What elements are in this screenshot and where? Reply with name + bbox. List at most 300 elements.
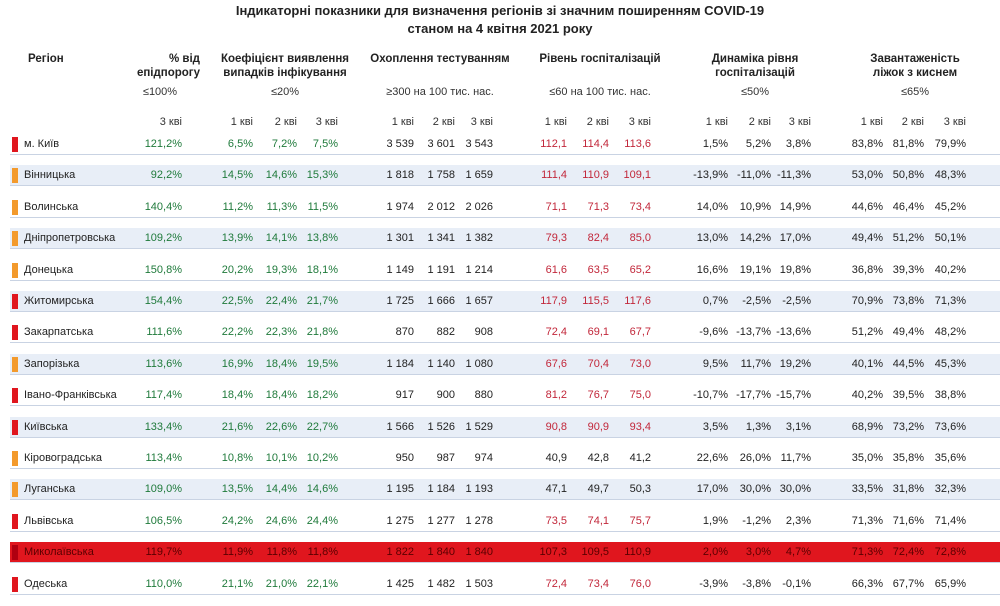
test-value-1: 1 184 xyxy=(386,358,414,370)
zone-marker xyxy=(12,545,18,560)
zone-marker xyxy=(12,388,18,403)
test-value-1: 917 xyxy=(395,389,414,401)
coef-value-2: 14,4% xyxy=(265,483,297,495)
dyn-value-2: -3,8% xyxy=(742,578,771,590)
dyn-value-1: 22,6% xyxy=(696,452,728,464)
oxy-value-3: 48,3% xyxy=(934,169,966,181)
dyn-value-1: 0,7% xyxy=(702,295,728,307)
test-value-3: 1 503 xyxy=(465,578,493,590)
oxy-value-1: 40,2% xyxy=(851,389,883,401)
dyn-value-3: 30,0% xyxy=(779,483,811,495)
region-name: Вінницька xyxy=(24,169,76,181)
table-row xyxy=(10,511,1000,532)
dyn-value-3: -15,7% xyxy=(776,389,811,401)
test-value-2: 1 341 xyxy=(427,232,455,244)
oxy-value-1: 71,3% xyxy=(851,546,883,558)
hosp-value-2: 110,9 xyxy=(582,169,609,181)
dyn-value-3: 17,0% xyxy=(779,232,811,244)
zone-marker xyxy=(12,263,18,278)
header-oxy xyxy=(850,52,980,80)
coef-value-3: 11,8% xyxy=(307,546,338,558)
epid-value: 113,4% xyxy=(145,452,182,464)
zone-marker xyxy=(12,200,18,215)
oxy-value-2: 49,4% xyxy=(892,326,924,338)
dyn-value-2: -17,7% xyxy=(736,389,771,401)
coef-value-1: 16,9% xyxy=(221,358,253,370)
test-value-3: 1 382 xyxy=(465,232,493,244)
oxy-value-3: 45,2% xyxy=(934,201,966,213)
oxy-value-1: 83,8% xyxy=(851,138,883,150)
coef-value-3: 21,7% xyxy=(306,295,338,307)
hosp-value-1: 67,6 xyxy=(545,358,567,370)
coef-value-1: 21,1% xyxy=(221,578,253,590)
coef-value-2: 21,0% xyxy=(265,578,297,590)
week-header-epid: 3 кві xyxy=(159,116,182,128)
dyn-value-3: -13,6% xyxy=(776,326,811,338)
test-value-3: 1 659 xyxy=(465,169,493,181)
hosp-value-2: 90,9 xyxy=(587,421,609,433)
coef-value-2: 10,1% xyxy=(265,452,297,464)
coef-value-2: 22,4% xyxy=(265,295,297,307)
threshold-coef: ≤20% xyxy=(270,86,300,98)
test-value-1: 1 974 xyxy=(386,201,414,213)
dyn-value-2: 30,0% xyxy=(739,483,771,495)
hosp-value-2: 49,7 xyxy=(587,483,609,495)
epid-value: 113,6% xyxy=(145,358,182,370)
hosp-value-2: 74,1 xyxy=(587,515,609,527)
test-value-3: 908 xyxy=(474,326,493,338)
zone-marker xyxy=(12,577,18,592)
coef-value-2: 19,3% xyxy=(265,264,297,276)
region-name: Житомирська xyxy=(24,295,94,307)
oxy-value-2: 50,8% xyxy=(892,169,924,181)
table-row xyxy=(10,417,1000,438)
oxy-value-3: 65,9% xyxy=(934,578,966,590)
region-name: Миколаївська xyxy=(24,546,94,558)
test-value-3: 1 193 xyxy=(465,483,493,495)
dyn-value-3: -2,5% xyxy=(782,295,811,307)
hosp-value-2: 70,4 xyxy=(587,358,609,370)
oxy-value-3: 38,8% xyxy=(934,389,966,401)
epid-value: 109,0% xyxy=(144,483,182,495)
hosp-value-3: 75,7 xyxy=(629,515,651,527)
coef-value-1: 14,5% xyxy=(221,169,253,181)
dyn-value-2: 19,1% xyxy=(739,264,771,276)
header-coef xyxy=(210,52,360,80)
hosp-value-1: 47,1 xyxy=(545,483,567,495)
dyn-value-2: 14,2% xyxy=(739,232,771,244)
coef-value-1: 11,9% xyxy=(222,546,253,558)
dyn-value-3: 3,1% xyxy=(785,421,811,433)
dyn-value-2: 3,0% xyxy=(745,546,771,558)
header-dyn-line2: госпіталізацій xyxy=(715,67,795,79)
hosp-value-3: 117,6 xyxy=(624,295,651,307)
region-name: Волинська xyxy=(24,201,79,213)
hosp-value-2: 71,3 xyxy=(587,201,609,213)
test-value-2: 1 277 xyxy=(427,515,455,527)
week-header-oxy-1: 1 кві xyxy=(860,116,883,128)
dyn-value-3: 14,9% xyxy=(779,201,811,213)
test-value-3: 1 080 xyxy=(465,358,493,370)
oxy-value-2: 46,4% xyxy=(892,201,924,213)
oxy-value-1: 40,1% xyxy=(851,358,883,370)
header-oxy-line2: ліжок з киснем xyxy=(872,67,958,79)
oxy-value-1: 49,4% xyxy=(851,232,883,244)
header-dyn xyxy=(690,52,820,80)
test-value-2: 1 666 xyxy=(427,295,455,307)
hosp-value-3: 85,0 xyxy=(629,232,651,244)
region-name: Одеська xyxy=(24,578,68,590)
table-row xyxy=(10,197,1000,218)
test-value-3: 3 543 xyxy=(465,138,493,150)
hosp-value-1: 71,1 xyxy=(545,201,567,213)
table-row xyxy=(10,260,1000,281)
hosp-value-1: 72,4 xyxy=(545,578,567,590)
threshold-hosp: ≤60 на 100 тис. нас. xyxy=(549,86,651,98)
test-value-3: 1 529 xyxy=(465,421,493,433)
oxy-value-2: 35,8% xyxy=(892,452,924,464)
oxy-value-3: 35,6% xyxy=(934,452,966,464)
test-value-2: 1 184 xyxy=(427,483,455,495)
hosp-value-2: 115,5 xyxy=(582,295,609,307)
dyn-value-3: -0,1% xyxy=(782,578,811,590)
epid-value: 109,2% xyxy=(144,232,182,244)
test-value-2: 1 140 xyxy=(427,358,455,370)
test-value-2: 987 xyxy=(436,452,455,464)
test-value-2: 2 012 xyxy=(427,201,455,213)
header-hosp: Рівень госпіталізацій xyxy=(539,53,661,65)
test-value-1: 1 822 xyxy=(386,546,414,558)
header-epid xyxy=(120,52,200,80)
epid-value: 110,0% xyxy=(145,578,182,590)
week-header-test-3: 3 кві xyxy=(470,116,493,128)
zone-marker xyxy=(12,325,18,340)
hosp-value-1: 117,9 xyxy=(540,295,567,307)
dyn-value-2: 10,9% xyxy=(739,201,771,213)
coef-value-1: 13,5% xyxy=(221,483,253,495)
dyn-value-2: -2,5% xyxy=(742,295,771,307)
hosp-value-3: 50,3 xyxy=(629,483,651,495)
test-value-2: 1 191 xyxy=(427,264,455,276)
table-row xyxy=(10,228,1000,249)
hosp-value-3: 113,6 xyxy=(624,138,651,150)
dyn-value-2: 26,0% xyxy=(739,452,771,464)
table-row xyxy=(10,574,1000,595)
test-value-1: 1 149 xyxy=(386,264,414,276)
dyn-value-2: -13,7% xyxy=(736,326,771,338)
week-header-test-2: 2 кві xyxy=(432,116,455,128)
oxy-value-2: 71,6% xyxy=(892,515,924,527)
table-row xyxy=(10,322,1000,343)
coef-value-3: 22,1% xyxy=(306,578,338,590)
test-value-1: 950 xyxy=(395,452,414,464)
test-value-3: 880 xyxy=(474,389,493,401)
threshold-oxy: ≤65% xyxy=(900,86,930,98)
coef-value-1: 24,2% xyxy=(221,515,253,527)
hosp-value-1: 111,4 xyxy=(541,169,567,181)
test-value-1: 1 566 xyxy=(386,421,414,433)
coef-value-2: 14,6% xyxy=(265,169,297,181)
hosp-value-2: 42,8 xyxy=(587,452,609,464)
epid-value: 121,2% xyxy=(144,138,182,150)
table-row xyxy=(10,448,1000,469)
region-name: Донецька xyxy=(24,264,74,276)
test-value-2: 1 526 xyxy=(427,421,455,433)
zone-marker xyxy=(12,137,18,152)
dyn-value-1: 2,0% xyxy=(702,546,728,558)
week-header-coef-3: 3 кві xyxy=(315,116,338,128)
table-row xyxy=(10,134,1000,155)
dyn-value-2: -11,0% xyxy=(736,169,771,181)
oxy-value-2: 39,5% xyxy=(892,389,924,401)
hosp-value-3: 73,0 xyxy=(629,358,651,370)
header-oxy-line1: Завантаженість xyxy=(870,53,960,65)
test-value-2: 1 482 xyxy=(427,578,455,590)
coef-value-2: 24,6% xyxy=(265,515,297,527)
coef-value-3: 21,8% xyxy=(306,326,338,338)
oxy-value-3: 73,6% xyxy=(934,421,966,433)
epid-value: 119,7% xyxy=(145,546,182,558)
dyn-value-1: -3,9% xyxy=(699,578,728,590)
dyn-value-3: 2,3% xyxy=(785,515,811,527)
hosp-value-2: 109,5 xyxy=(581,546,609,558)
dyn-value-3: 11,7% xyxy=(780,452,811,464)
hosp-value-3: 67,7 xyxy=(629,326,651,338)
coef-value-2: 22,6% xyxy=(265,421,297,433)
table-row xyxy=(10,385,1000,406)
dyn-value-1: 16,6% xyxy=(696,264,728,276)
week-header-coef-1: 1 кві xyxy=(230,116,253,128)
dyn-value-2: -1,2% xyxy=(742,515,771,527)
oxy-value-1: 35,0% xyxy=(851,452,883,464)
region-name: м. Київ xyxy=(24,138,60,150)
test-value-1: 870 xyxy=(395,326,414,338)
test-value-1: 1 301 xyxy=(386,232,414,244)
coef-value-3: 22,7% xyxy=(306,421,338,433)
oxy-value-3: 71,4% xyxy=(934,515,966,527)
dyn-value-1: 14,0% xyxy=(696,201,728,213)
header-epid-line2: епідпорогу xyxy=(136,67,200,79)
epid-value: 92,2% xyxy=(150,169,182,181)
oxy-value-1: 66,3% xyxy=(851,578,883,590)
dyn-value-1: 13,0% xyxy=(696,232,728,244)
oxy-value-2: 39,3% xyxy=(892,264,924,276)
table-row xyxy=(10,479,1000,500)
hosp-value-2: 63,5 xyxy=(587,264,609,276)
week-header-dyn-3: 3 кві xyxy=(788,116,811,128)
dyn-value-2: 1,3% xyxy=(745,421,771,433)
coef-value-2: 18,4% xyxy=(265,358,297,370)
week-header-coef-2: 2 кві xyxy=(274,116,297,128)
test-value-2: 3 601 xyxy=(427,138,455,150)
oxy-value-3: 72,8% xyxy=(934,546,966,558)
dyn-value-1: 3,5% xyxy=(702,421,728,433)
test-value-3: 1 278 xyxy=(465,515,493,527)
region-name: Дніпропетровська xyxy=(24,232,116,244)
epid-value: 133,4% xyxy=(144,421,182,433)
dyn-value-3: 19,8% xyxy=(779,264,811,276)
table-row xyxy=(10,291,1000,312)
coef-value-2: 11,3% xyxy=(266,201,297,213)
test-value-1: 3 539 xyxy=(386,138,414,150)
coef-value-1: 21,6% xyxy=(221,421,253,433)
week-header-test-1: 1 кві xyxy=(391,116,414,128)
hosp-value-3: 41,2 xyxy=(629,452,651,464)
coef-value-1: 11,2% xyxy=(222,201,253,213)
coef-value-2: 14,1% xyxy=(265,232,297,244)
dyn-value-2: 11,7% xyxy=(740,358,771,370)
coef-value-1: 22,2% xyxy=(221,326,253,338)
hosp-value-1: 81,2 xyxy=(545,389,567,401)
week-header-oxy-3: 3 кві xyxy=(943,116,966,128)
zone-marker xyxy=(12,451,18,466)
test-value-1: 1 818 xyxy=(386,169,414,181)
zone-marker xyxy=(12,168,18,183)
coef-value-1: 13,9% xyxy=(221,232,253,244)
test-value-1: 1 275 xyxy=(386,515,414,527)
dyn-value-1: -10,7% xyxy=(693,389,728,401)
test-value-2: 882 xyxy=(436,326,455,338)
coef-value-3: 11,5% xyxy=(307,201,338,213)
region-name: Кіровоградська xyxy=(24,452,102,464)
oxy-value-1: 33,5% xyxy=(851,483,883,495)
test-value-3: 2 026 xyxy=(465,201,493,213)
hosp-value-3: 93,4 xyxy=(629,421,651,433)
zone-marker xyxy=(12,482,18,497)
header-test: Охоплення тестуванням xyxy=(370,53,510,65)
region-name: Луганська xyxy=(24,483,76,495)
test-value-3: 1 214 xyxy=(465,264,493,276)
coef-value-1: 10,8% xyxy=(221,452,253,464)
test-value-2: 900 xyxy=(436,389,455,401)
epid-value: 117,4% xyxy=(145,389,182,401)
test-value-1: 1 195 xyxy=(386,483,414,495)
header-coef-line1: Коефіцієнт виявлення xyxy=(220,53,349,65)
test-value-3: 974 xyxy=(474,452,493,464)
dyn-value-1: 17,0% xyxy=(696,483,728,495)
week-header-hosp-1: 1 кві xyxy=(544,116,567,128)
hosp-value-1: 72,4 xyxy=(545,326,567,338)
oxy-value-1: 71,3% xyxy=(851,515,883,527)
hosp-value-3: 76,0 xyxy=(629,578,651,590)
oxy-value-1: 53,0% xyxy=(851,169,883,181)
oxy-value-2: 73,8% xyxy=(892,295,924,307)
coef-value-3: 18,1% xyxy=(306,264,338,276)
dyn-value-1: -13,9% xyxy=(693,169,728,181)
hosp-value-3: 109,1 xyxy=(623,169,651,181)
oxy-value-1: 68,9% xyxy=(851,421,883,433)
hosp-value-2: 76,7 xyxy=(587,389,609,401)
coef-value-3: 10,2% xyxy=(306,452,338,464)
coef-value-1: 20,2% xyxy=(221,264,253,276)
oxy-value-2: 31,8% xyxy=(892,483,924,495)
week-header-oxy-2: 2 кві xyxy=(901,116,924,128)
coef-value-1: 18,4% xyxy=(221,389,253,401)
epid-value: 106,5% xyxy=(144,515,182,527)
coef-value-3: 24,4% xyxy=(306,515,338,527)
dyn-value-1: -9,6% xyxy=(699,326,728,338)
test-value-1: 1 425 xyxy=(386,578,414,590)
oxy-value-3: 50,1% xyxy=(934,232,966,244)
region-name: Львівська xyxy=(24,515,74,527)
table-row xyxy=(10,165,1000,186)
week-header-hosp-3: 3 кві xyxy=(628,116,651,128)
coef-value-2: 22,3% xyxy=(265,326,297,338)
header-region: Регіон xyxy=(28,53,64,65)
table-row xyxy=(10,354,1000,375)
hosp-value-2: 82,4 xyxy=(587,232,609,244)
dyn-value-2: 5,2% xyxy=(745,138,771,150)
oxy-value-3: 45,3% xyxy=(934,358,966,370)
oxy-value-3: 71,3% xyxy=(934,295,966,307)
zone-marker xyxy=(12,420,18,435)
dyn-value-3: 19,2% xyxy=(779,358,811,370)
coef-value-3: 18,2% xyxy=(306,389,338,401)
hosp-value-1: 79,3 xyxy=(545,232,567,244)
title-line-1: Індикаторні показники для визначення регіонів зі значним поширенням COVID-19 xyxy=(235,3,765,18)
oxy-value-1: 70,9% xyxy=(851,295,883,307)
table-title xyxy=(0,2,1000,38)
oxy-value-3: 40,2% xyxy=(934,264,966,276)
epid-value: 150,8% xyxy=(144,264,182,276)
hosp-value-2: 114,4 xyxy=(582,138,609,150)
table-row xyxy=(10,542,1000,563)
hosp-value-3: 75,0 xyxy=(629,389,651,401)
epid-value: 140,4% xyxy=(144,201,182,213)
hosp-value-1: 112,1 xyxy=(540,138,567,150)
threshold-dyn: ≤50% xyxy=(740,86,770,98)
hosp-value-3: 110,9 xyxy=(624,546,651,558)
header-coef-line2: випадків інфікування xyxy=(223,67,347,79)
test-value-3: 1 657 xyxy=(465,295,493,307)
zone-marker xyxy=(12,231,18,246)
header-dyn-line1: Динаміка рівня xyxy=(711,53,799,65)
dyn-value-1: 1,9% xyxy=(702,515,728,527)
oxy-value-1: 36,8% xyxy=(851,264,883,276)
hosp-value-1: 61,6 xyxy=(545,264,567,276)
oxy-value-2: 67,7% xyxy=(892,578,924,590)
oxy-value-3: 48,2% xyxy=(934,326,966,338)
coef-value-2: 11,8% xyxy=(266,546,297,558)
threshold-epid: ≤100% xyxy=(142,86,178,98)
region-name: Івано-Франківська xyxy=(24,389,117,401)
test-value-3: 1 840 xyxy=(465,546,493,558)
coef-value-3: 7,5% xyxy=(312,138,338,150)
week-header-hosp-2: 2 кві xyxy=(586,116,609,128)
coef-value-3: 14,6% xyxy=(306,483,338,495)
region-name: Київська xyxy=(24,421,68,433)
oxy-value-3: 32,3% xyxy=(934,483,966,495)
dyn-value-3: 4,7% xyxy=(785,546,811,558)
oxy-value-2: 73,2% xyxy=(892,421,924,433)
dyn-value-1: 9,5% xyxy=(702,358,728,370)
region-name: Закарпатська xyxy=(24,326,94,338)
oxy-value-3: 79,9% xyxy=(934,138,966,150)
hosp-value-1: 40,9 xyxy=(545,452,567,464)
title-line-2: станом на 4 квітня 2021 року xyxy=(407,21,593,36)
oxy-value-2: 51,2% xyxy=(892,232,924,244)
week-header-dyn-1: 1 кві xyxy=(705,116,728,128)
week-header-dyn-2: 2 кві xyxy=(748,116,771,128)
zone-marker xyxy=(12,514,18,529)
hosp-value-3: 73,4 xyxy=(629,201,651,213)
zone-marker xyxy=(12,357,18,372)
threshold-test: ≥300 на 100 тис. нас. xyxy=(386,86,494,98)
epid-value: 154,4% xyxy=(144,295,182,307)
coef-value-2: 7,2% xyxy=(271,138,297,150)
dyn-value-3: 3,8% xyxy=(785,138,811,150)
zone-marker xyxy=(12,294,18,309)
